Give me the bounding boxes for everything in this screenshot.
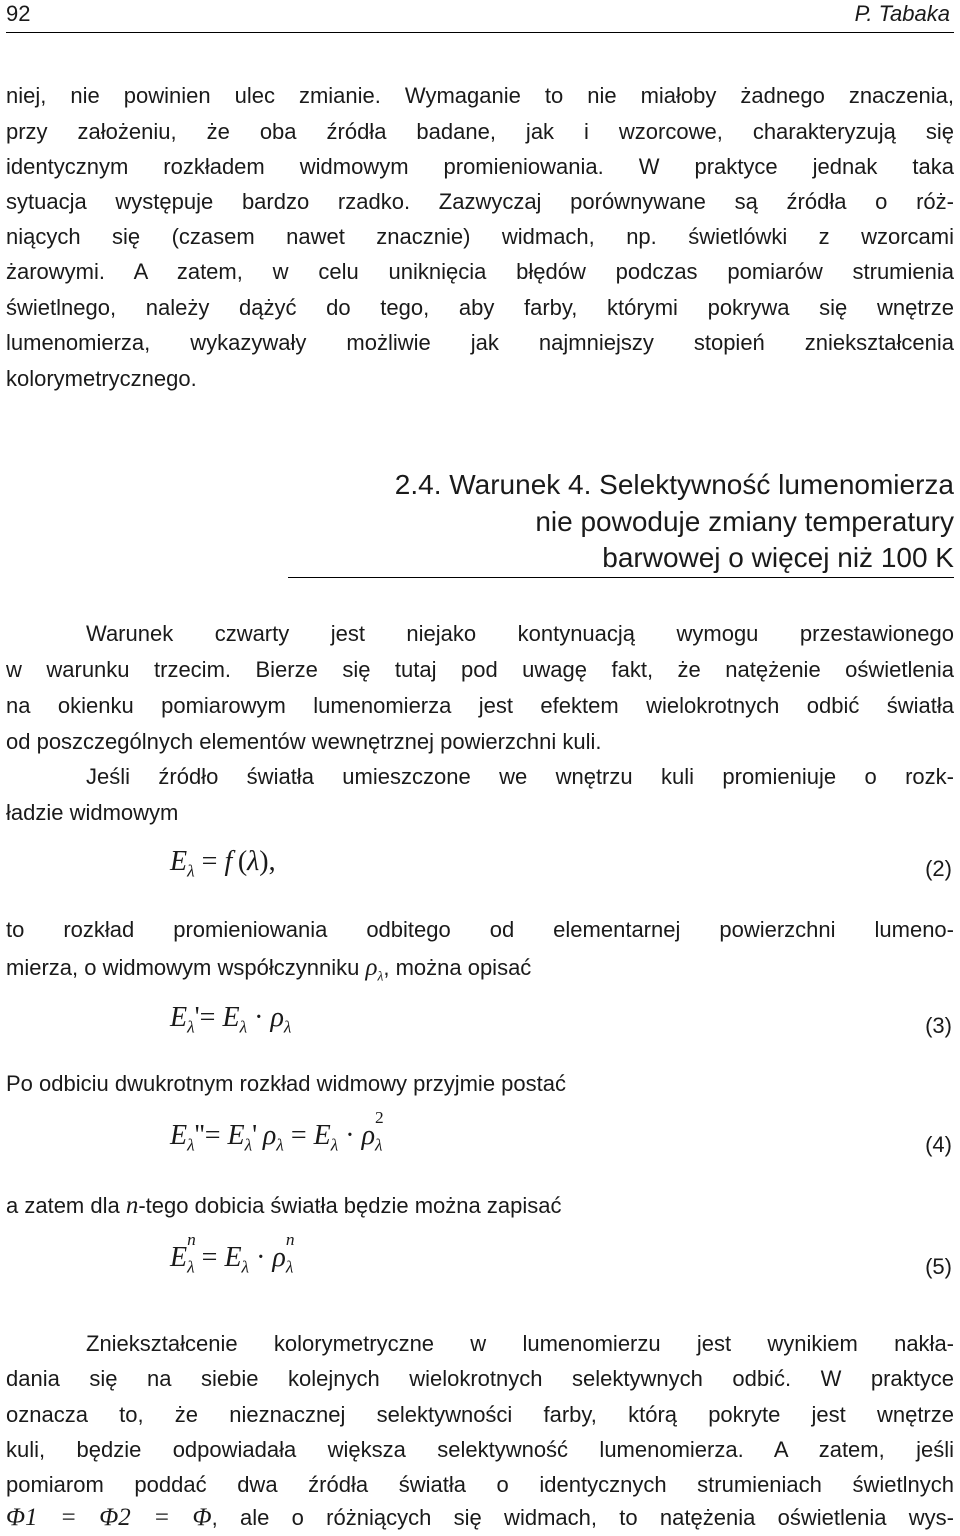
equation-2: $E_\lambda = f$ (λ), <box>170 846 276 881</box>
heading-line: nie powoduje zmiany temperatury <box>535 506 954 537</box>
equation-3: $E_\lambda'= E_\lambda \cdot \rho_\lambda$ <box>170 1002 292 1037</box>
text-line: niących się (czasem nawet znacznie) widmach, np. świetlówki z wzorcami <box>6 224 954 249</box>
text-line: kolorymetrycznego. <box>6 366 197 391</box>
equation-number: (5) <box>925 1254 952 1279</box>
text-line: sytuacja występuje bardzo rzadko. Zazwyczaj porównywane są źródła o róż- <box>6 189 954 214</box>
text-line: w warunku trzecim. Bierze się tutaj pod uwagę fakt, że natężenie oświetlenia <box>6 657 954 682</box>
text-line: mierza, o widmowym współczynniku $\rho_\lambda$, można opisać <box>6 954 532 984</box>
running-header-author: P. Tabaka <box>854 1 950 26</box>
text-line: to rozkład promieniowania odbitego od elementarnej powierzchni lumeno- <box>6 917 954 942</box>
equation-number: (4) <box>925 1132 952 1157</box>
page-number: 92 <box>6 1 31 26</box>
header-rule <box>6 32 954 33</box>
heading-line: 2.4. Warunek 4. Selektywność lumenomierza <box>394 469 954 500</box>
text-line: oznacza to, że nieznacznej selektywności farby, którą pokryte jest wnętrze <box>6 1402 954 1427</box>
text-line: od poszczególnych elementów wewnętrznej powierzchni kuli. <box>6 729 602 754</box>
text-line: na okienku pomiarowym lumenomierza jest efektem wielokrotnych odbić światła <box>6 693 954 718</box>
text-line: niej, nie powinien ulec zmianie. Wymaganie to nie miałoby żadnego znaczenia, <box>6 83 954 108</box>
paragraph-6: a zatem dla n-tego dobicia światła będzie można zapisać <box>6 1192 562 1219</box>
text-line: lumenomierza, wykazywały możliwie jak najmniejszy stopień zniekształcenia <box>6 330 954 355</box>
heading-line: barwowej o więcej niż 100 K <box>602 542 954 573</box>
text-line: Zniekształcenie kolorymetryczne w lumenomierzu jest wynikiem nakła- <box>86 1331 954 1356</box>
text-line: przy założeniu, że oba źródła badane, jak i wzorcowe, charakteryzują się <box>6 119 954 144</box>
rho-symbol: ρ <box>365 954 378 981</box>
text-line: Jeśli źródło światła umieszczone we wnętrzu kuli promieniuje o rozk- <box>86 764 954 789</box>
text-line: identycznym rozkładem widmowym promieniowania. W praktyce jednak taka <box>6 154 954 179</box>
text-line: żarowymi. A zatem, w celu uniknięcia błędów podczas pomiarów strumienia <box>6 259 954 284</box>
text-line: Warunek czwarty jest niejako kontynuacją wymogu przestawionego <box>86 621 954 646</box>
flux-equality: Φ1 = Φ2 = Φ <box>6 1504 212 1531</box>
equation-5: E n $_\lambda = E_\lambda \cdot \rho$ n $_\lambda$ <box>170 1230 295 1277</box>
text-line: pomiarom poddać dwa źródła światła o identycznych strumieniach świetlnych <box>6 1472 954 1497</box>
heading-underline <box>288 577 954 578</box>
text-line: kuli, będzie odpowiadała większa selektywność lumenomierza. A zatem, jeśli <box>6 1437 954 1462</box>
equation-number: (3) <box>925 1013 952 1038</box>
equation-4: $E_\lambda''= E_\lambda'$ $\rho_\lambda = E_\lambda \cdot \rho$ 2 $_\lambda$ <box>170 1108 384 1155</box>
text-line: dania się na siebie kolejnych wielokrotnych selektywnych odbić. W praktyce <box>6 1366 954 1391</box>
equation-number: (2) <box>925 856 952 881</box>
paragraph-5: Po odbiciu dwukrotnym rozkład widmowy przyjmie postać <box>6 1071 566 1096</box>
text-line: Φ1 = Φ2 = Φ, ale o różniących się widmach, to natężenia oświetlenia wys- <box>6 1504 954 1531</box>
text-line: świetlnego, należy dążyć do tego, aby farby, którymi pokrywa się wnętrze <box>6 295 954 320</box>
text-line: ładzie widmowym <box>6 800 179 825</box>
